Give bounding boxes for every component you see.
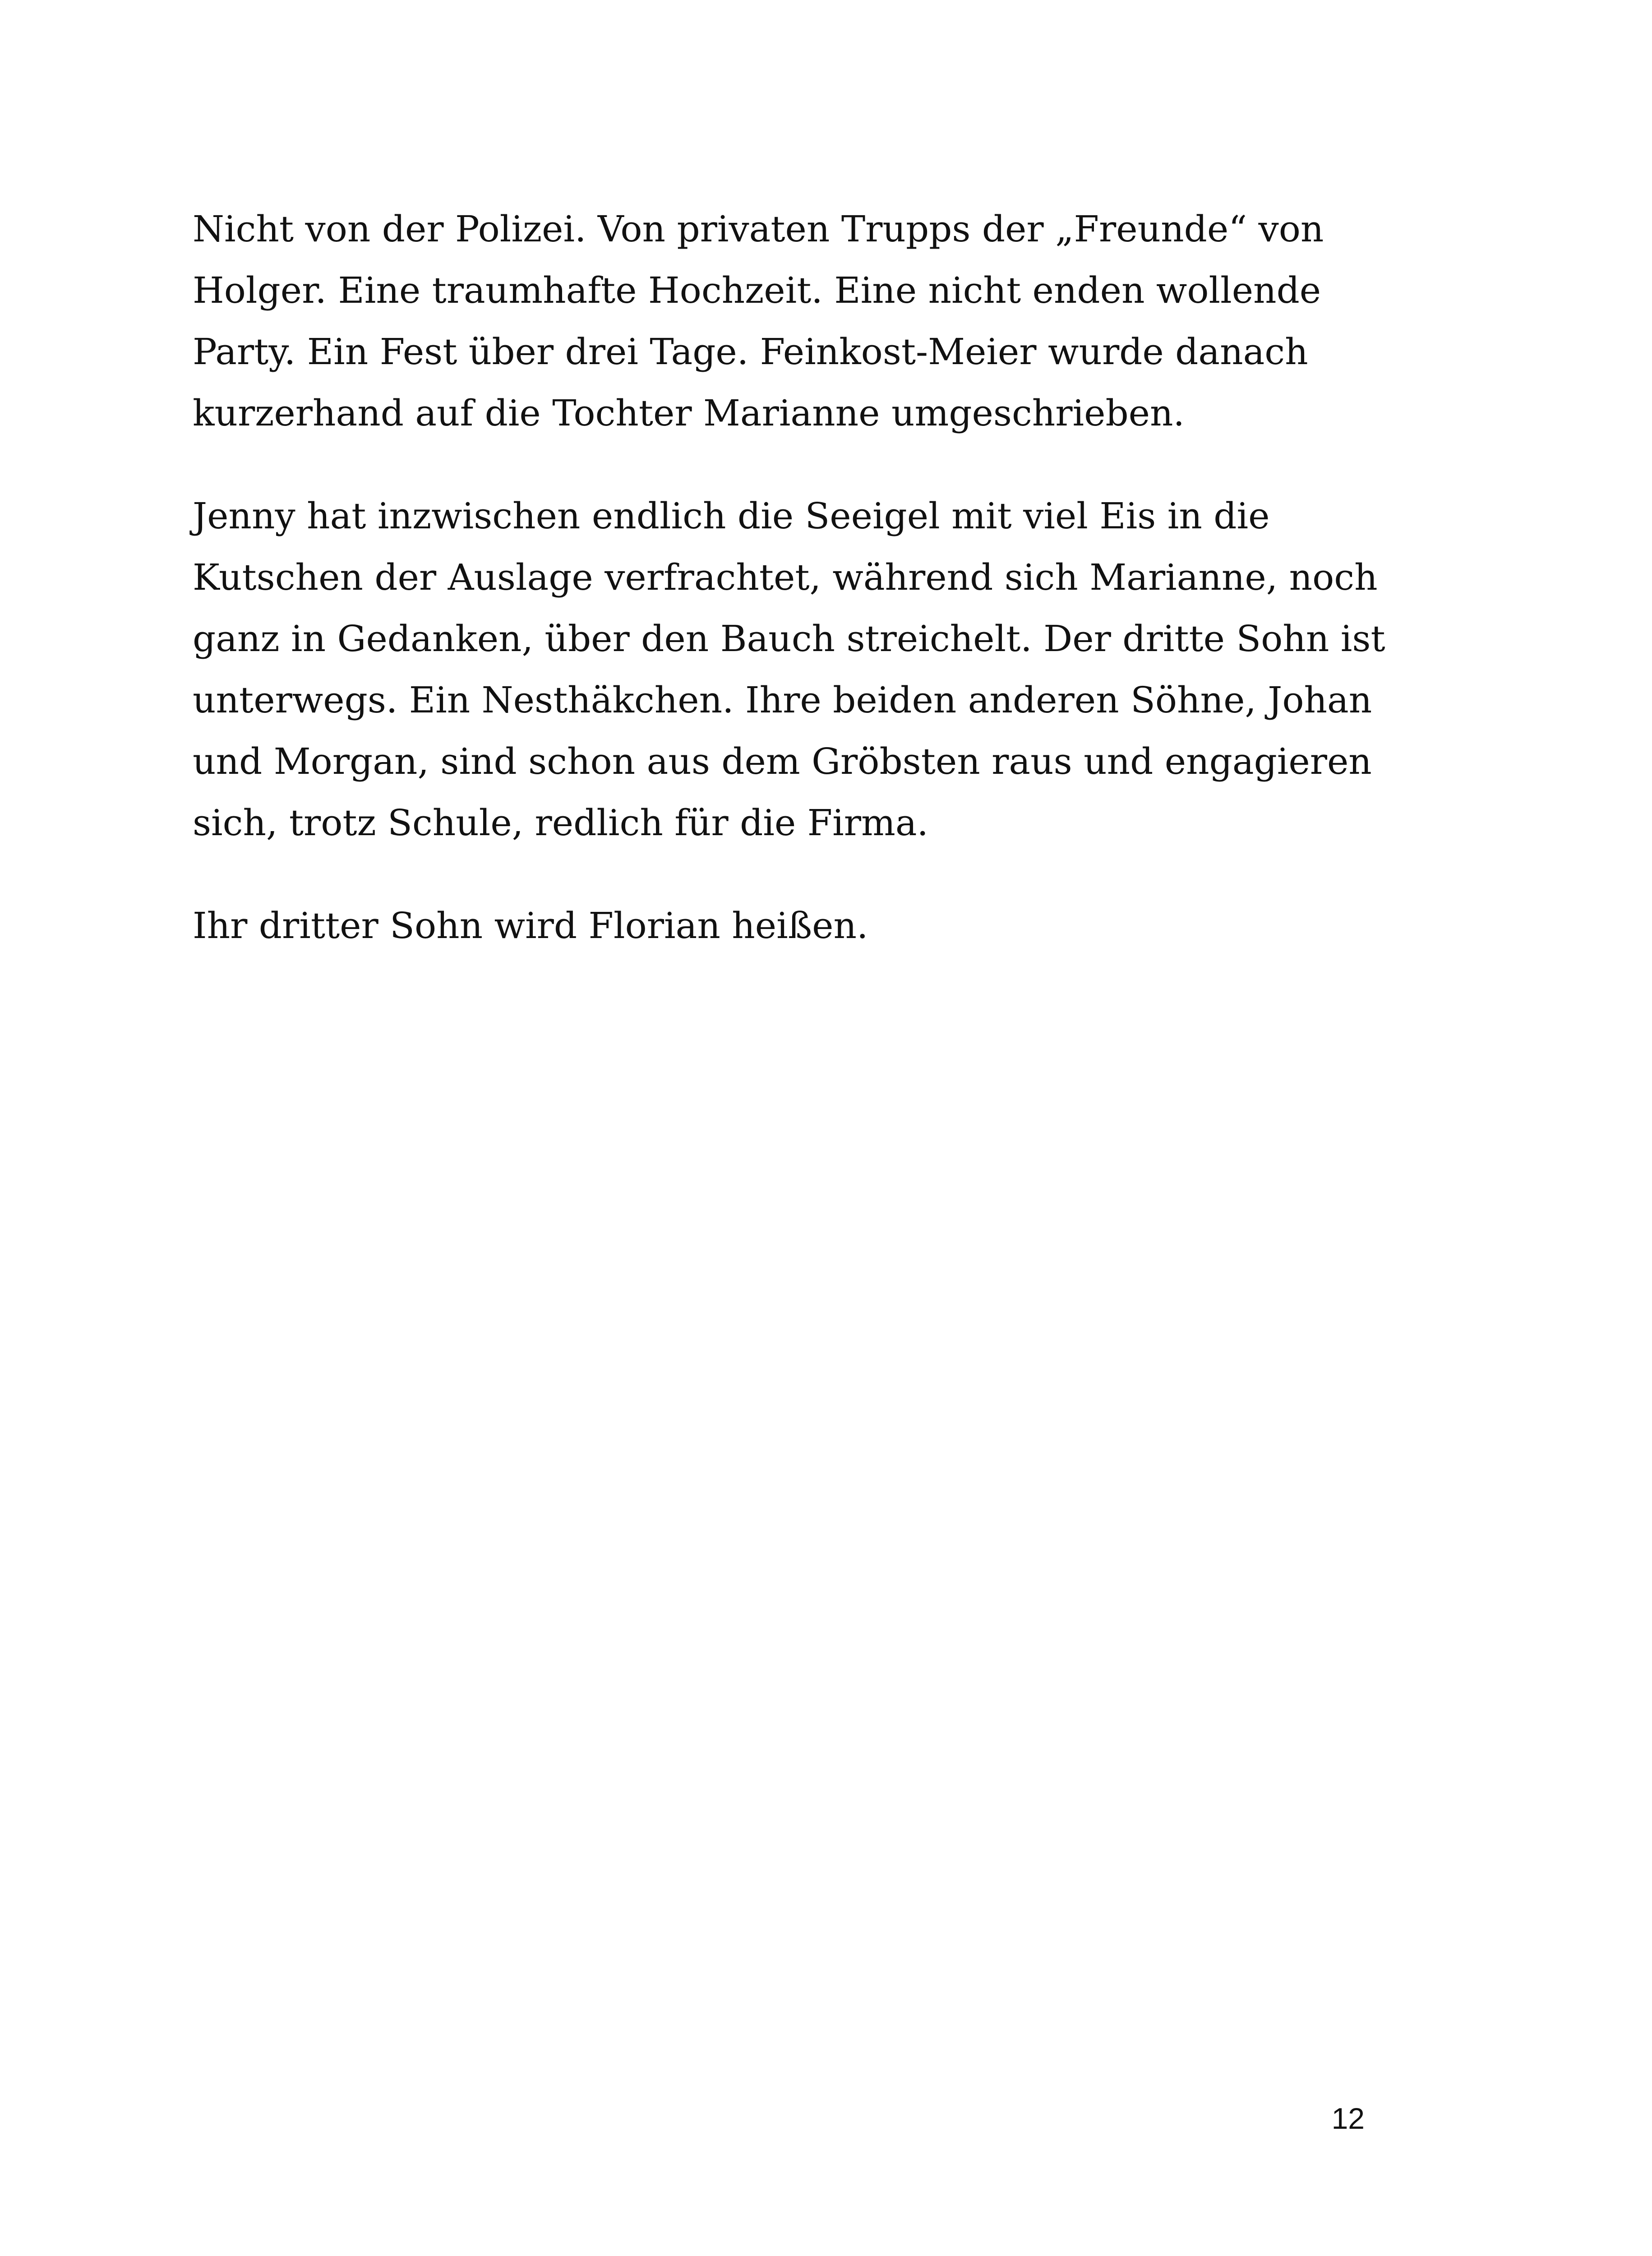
paragraph-2 xyxy=(193,485,1385,854)
paragraph-3 xyxy=(193,895,1375,957)
text-line: sich, trotz Schule, redlich für die Firma. xyxy=(193,802,928,844)
text-line: und Morgan, sind schon aus dem Gröbsten raus und engagieren xyxy=(193,740,1372,782)
text-line: kurzerhand auf die Tochter Marianne umgeschrieben. xyxy=(193,392,1185,434)
text-line: Party. Ein Fest über drei Tage. Feinkost-Meier wurde danach xyxy=(193,331,1308,373)
text-line: Jenny hat inzwischen endlich die Seeigel mit viel Eis in die xyxy=(193,495,1270,537)
text-line: ganz in Gedanken, über den Bauch streichelt. Der dritte Sohn ist xyxy=(193,618,1385,660)
text-line: Holger. Eine traumhafte Hochzeit. Eine nicht enden wollende xyxy=(193,269,1321,311)
text-line: Ihr dritter Sohn wird Florian heißen. xyxy=(193,905,868,947)
page-number: 12 xyxy=(1331,2102,1365,2135)
body-text xyxy=(193,199,1385,998)
paragraph-1 xyxy=(193,199,1375,444)
text-line: unterwegs. Ein Nesthäkchen. Ihre beiden anderen Söhne, Johan xyxy=(193,679,1372,721)
text-line: Nicht von der Polizei. Von privaten Trupps der „Freunde“ von xyxy=(193,208,1324,250)
text-line: Kutschen der Auslage verfrachtet, während sich Marianne, noch xyxy=(193,556,1378,598)
